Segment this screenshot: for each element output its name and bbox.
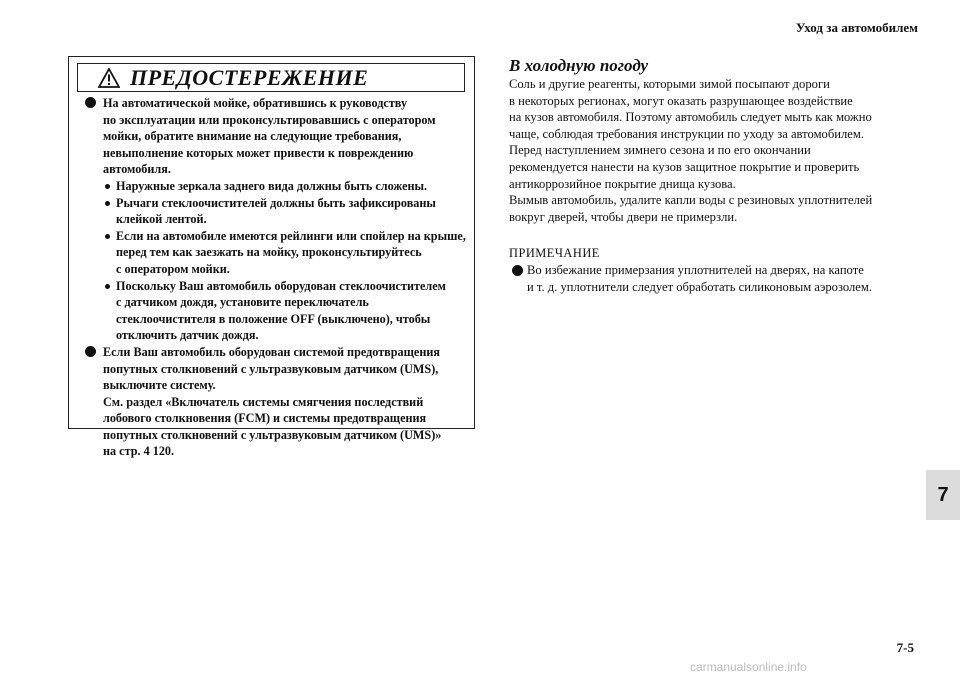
warning-subitem xyxy=(83,178,468,195)
text-line: с оператором мойки. xyxy=(116,261,230,276)
warning-paragraph xyxy=(83,344,468,460)
bullet-dot-icon xyxy=(105,201,110,206)
page-number: 7-5 xyxy=(896,640,914,655)
chapter-tab: 7 xyxy=(926,470,960,520)
text-line: с датчиком дождя, установите переключатель xyxy=(116,295,369,310)
text-line: Соль и другие реагенты, которыми зимой посыпают дороги xyxy=(509,77,830,91)
text-line: перед тем как заезжать на мойку, проконсультируйтесь xyxy=(116,245,422,260)
text-line: На автоматической мойке, обратившись к руководству xyxy=(103,96,408,110)
warning-box xyxy=(68,56,475,459)
warning-body xyxy=(83,95,468,460)
text-line: клейкой лентой. xyxy=(116,212,207,227)
bullet-dot-icon xyxy=(105,184,110,189)
text-line: стеклоочистителя в положение OFF (выключено), чтобы xyxy=(116,311,431,326)
text-line: чаще, соблюдая требования инструкции по уходу за автомобилем. xyxy=(509,126,864,141)
text-line: на стр. 4 120. xyxy=(103,444,175,459)
watermark: carmanualsonline.info xyxy=(690,660,807,674)
text-line: См. раздел «Включатель системы смягчения последствий xyxy=(103,394,424,409)
text-line: Наружные зеркала заднего вида должны быть сложены. xyxy=(116,178,428,193)
cold-weather-section xyxy=(509,56,919,295)
bullet-dot-icon xyxy=(512,265,523,276)
warning-subitem xyxy=(83,278,468,344)
text-line: рекомендуется нанести на кузов защитное покрытие и проверить xyxy=(509,159,860,174)
text-line: выключите систему. xyxy=(103,378,216,393)
warning-subitem xyxy=(83,195,468,228)
note-item xyxy=(509,262,919,295)
text-line: Во избежание примерзания уплотнителей на дверях, на капоте xyxy=(527,262,864,277)
bullet-dot-icon xyxy=(85,97,96,108)
text-line: антикоррозийное покрытие днища кузова. xyxy=(509,176,736,191)
text-line: Вымыв автомобиль, удалите капли воды с резиновых уплотнителей xyxy=(509,193,873,208)
note-label: ПРИМЕЧАНИЕ xyxy=(509,246,600,261)
text-line: по эксплуатации или проконсультировавшись с оператором xyxy=(103,112,436,127)
section-title: В холодную погоду xyxy=(509,56,649,75)
text-line: Перед наступлением зимнего сезона и по его окончании xyxy=(509,143,811,158)
text-line: попутных столкновений с ультразвуковым датчиком (UMS)» xyxy=(103,427,442,442)
warning-paragraph xyxy=(83,95,468,178)
text-line: отключить датчик дождя. xyxy=(116,328,259,343)
text-line: Если на автомобиле имеются рейлинги или спойлер на крыше, xyxy=(116,228,466,243)
warning-heading: ПРЕДОСТЕРЕЖЕНИЕ xyxy=(130,65,369,90)
bullet-dot-icon xyxy=(105,284,110,289)
text-line: на кузов автомобиля. Поэтому автомобиль следует мыть как можно xyxy=(509,110,872,125)
text-line: попутных столкновений с ультразвуковым датчиком (UMS), xyxy=(103,361,439,376)
text-line: мойки, обратите внимание на следующие требования, xyxy=(103,129,402,144)
text-line: и т. д. уплотнители следует обработать силиконовым аэрозолем. xyxy=(527,279,872,294)
warning-triangle-icon xyxy=(98,68,120,88)
text-line: Поскольку Ваш автомобиль оборудован стеклоочистителем xyxy=(116,278,446,293)
text-line: автомобиля. xyxy=(103,162,171,177)
warning-header xyxy=(77,63,465,92)
text-line: лобового столкновения (FCM) и системы предотвращения xyxy=(103,411,427,426)
text-line: невыполнение которых может привести к повреждению xyxy=(103,145,414,160)
header-title: Уход за автомобилем xyxy=(795,20,918,35)
warning-subitem xyxy=(83,228,468,278)
bullet-dot-icon xyxy=(85,346,96,357)
text-line: в некоторых регионах, могут оказать разрушающее воздействие xyxy=(509,93,853,108)
text-line: вокруг дверей, чтобы двери не примерзли. xyxy=(509,209,738,224)
text-line: Рычаги стеклоочистителей должны быть зафиксированы xyxy=(116,195,436,210)
bullet-dot-icon xyxy=(105,234,110,239)
text-line: Если Ваш автомобиль оборудован системой предотвращения xyxy=(103,344,440,359)
